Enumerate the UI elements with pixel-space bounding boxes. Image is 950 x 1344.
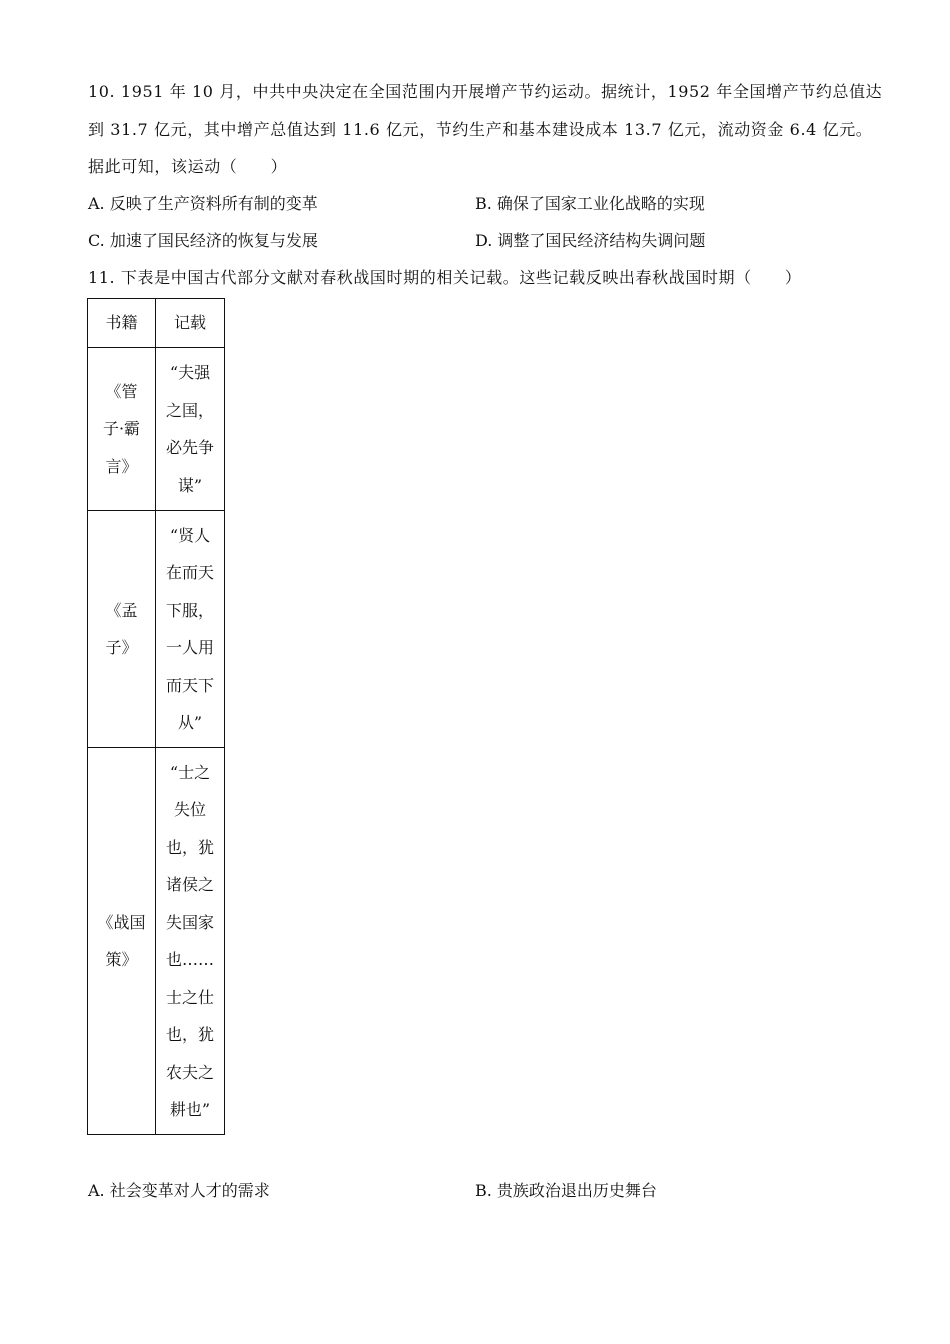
cell-line: 失位 [173,800,206,819]
cell-line: “夫强 [169,363,211,382]
cell-line: 从” [177,713,203,732]
cell-line: 在而天 [165,563,214,582]
table-row [88,748,225,1135]
header-record: 记载 [156,299,225,348]
cell-line: 也…… [165,950,214,969]
header-book: 书籍 [88,299,156,348]
cell-line: “贤人 [169,525,211,545]
cell-line: 之国， [165,400,214,420]
cell-line: 子》 [105,638,138,657]
book-cell [88,348,156,511]
q10-option-b[interactable]: B. 确保了国家工业化战略的实现 [475,194,705,213]
table-row [88,348,225,511]
q10-stem-line-3: 据此可知，该运动（ ） [88,157,288,176]
cell-line: 必先争 [165,438,214,457]
cell-line: 也，犹 [165,837,214,857]
book-cell [88,511,156,748]
q10-option-a[interactable]: A. 反映了生产资料所有制的变革 [88,194,318,213]
book-cell [88,748,156,1135]
cell-line: 诸侯之 [165,875,214,894]
cell-line: 《孟 [105,600,138,620]
q11-stem: 11. 下表是中国古代部分文献对春秋战国时期的相关记载。这些记载反映出春秋战国时期（ ） [88,268,802,287]
q10-option-c[interactable]: C. 加速了国民经济的恢复与发展 [88,231,318,250]
record-cell [156,511,225,748]
cell-line: 耕也” [169,1100,211,1119]
cell-line: “士之 [169,762,211,782]
q10-stem-line-1: 10. 1951 年 10 月，中共中央决定在全国范围内开展增产节约运动。据统计，1952 年全国增产节约总值达 [88,82,883,101]
cell-line: 《战国 [97,912,146,932]
cell-line: 《管 [105,381,138,401]
table-row [88,511,225,748]
cell-line: 一人用 [165,638,214,657]
q11-option-a[interactable]: A. 社会变革对人才的需求 [88,1181,270,1200]
records-table [87,298,225,1135]
cell-line: 士之仕 [165,987,214,1007]
cell-line: 农夫之 [165,1062,214,1082]
cell-line: 也，犹 [165,1025,214,1044]
cell-line: 失国家 [165,912,214,932]
record-cell [156,348,225,511]
cell-line: 策》 [105,950,138,969]
cell-line: 子·霸 [102,419,141,439]
cell-line: 而天下 [165,675,214,695]
table-header-row [88,299,225,348]
cell-line: 下服， [165,600,214,620]
cell-line: 谋” [177,475,203,495]
q10-option-d[interactable]: D. 调整了国民经济结构失调问题 [475,231,706,250]
cell-line: 言》 [105,456,138,476]
q11-option-b[interactable]: B. 贵族政治退出历史舞台 [475,1181,657,1200]
q10-stem-line-2: 到 31.7 亿元，其中增产总值达到 11.6 亿元，节约生产和基本建设成本 13.7 亿元，流动资金 6.4 亿元。 [88,120,873,139]
record-cell [156,748,225,1135]
